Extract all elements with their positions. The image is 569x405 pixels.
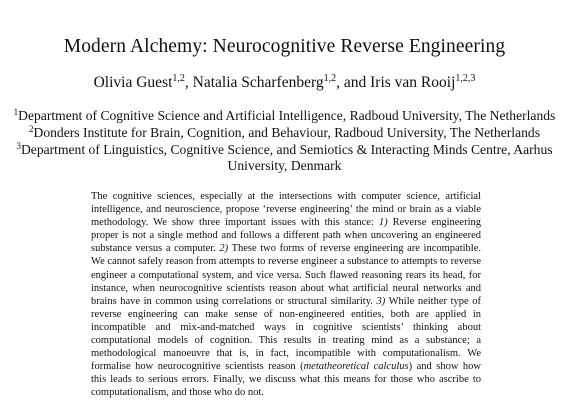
issue-marker: 1): [378, 217, 388, 229]
issue-marker: 2): [219, 243, 229, 255]
author-list: [0, 74, 569, 92]
author-affiliation-marker: 1,2: [172, 73, 185, 84]
issue-marker: 3): [376, 295, 386, 307]
affiliation: [0, 142, 569, 176]
affiliation: [0, 125, 569, 142]
affiliation-text: Donders Institute for Brain, Cognition, and Behaviour, Radboud University, The Netherlands: [33, 124, 540, 140]
author-name: Olivia Guest: [93, 74, 173, 91]
author-affiliation-marker: 1,2: [323, 73, 337, 84]
abstract-text: While neither type of reverse engineering can make sense of non-engineered entities, both are applied in incompatible and mix-and-matched ways in cognitive scientists’ thinking about computational models of cognition. This results in treating mind as a substance; a methodological manoeuvre that is, in fact, incompatible with computationalism. We formalise how neurocognitive scientists reason (: [91, 295, 481, 373]
affiliation-text: Department of Cognitive Science and Artificial Intelligence, Radboud University, The Netherlands: [18, 108, 556, 123]
author-affiliation-marker: 1,2,3: [455, 73, 476, 84]
abstract-text: These two forms of reverse engineering are incompatible. We cannot safely reason from attempts to reverse engineer a substance to attempts to reverse engineer a computational system, and vice versa. Such flawed reasoning rears its head, for instance, when neurocognitive scientists reason about what artificial neural networks and brains have in common using correlations or structural similarity.: [91, 243, 481, 307]
affiliation-text: Department of Linguistics, Cognitive Science, and Semiotics & Interacting Minds Centre, Aarhus University, Denmark: [20, 141, 553, 174]
abstract-text: The cognitive sciences, especially at the intersections with computer science, artificial intelligence, and neuroscience, propose ‘reverse engineering’ the mind or brain as a viable methodology. We show three important issues with this stance:: [91, 191, 481, 229]
author-separator: , and: [336, 74, 371, 91]
affiliation: [0, 108, 569, 125]
abstract-text: ) and show how this leads to serious errors. Finally, we discuss what this means for those who ascribe to computationalism, and those who do not.: [91, 361, 481, 399]
abstract: [91, 190, 481, 400]
author-name: Natalia Scharfenberg: [192, 74, 324, 91]
affiliation-list: [0, 108, 569, 175]
affiliation-number: 3: [16, 140, 21, 151]
author-separator: ,: [184, 74, 193, 91]
affiliation-number: 1: [13, 107, 19, 117]
affiliation-number: 2: [29, 123, 34, 134]
author-name: Iris van Rooij: [370, 74, 456, 91]
emphasized-term: metatheoretical calculus: [303, 361, 409, 373]
paper-title: Modern Alchemy: Neurocognitive Reverse Engineering: [63, 36, 506, 57]
abstract-text: Reverse engineering proper is not a single method and follows a different path when uncovering an engineered substance versus a computer.: [91, 217, 481, 255]
